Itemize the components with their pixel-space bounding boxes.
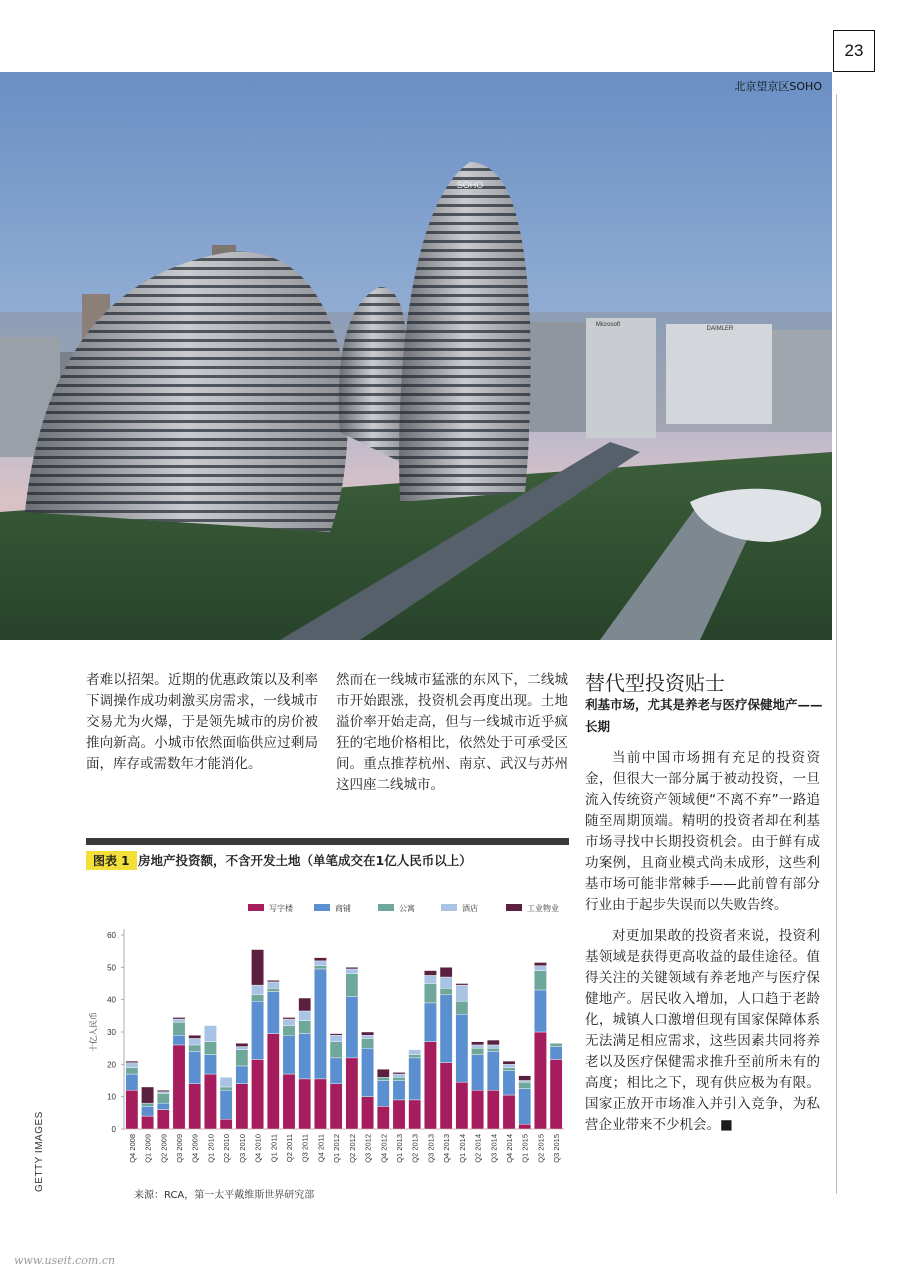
bar-segment: [283, 1035, 295, 1074]
x-tick-label: Q2 2013: [410, 1134, 420, 1163]
legend-label: 工业物业: [527, 904, 559, 913]
x-tick-label: Q2 2009: [159, 1134, 169, 1163]
bar-segment: [189, 1038, 201, 1044]
x-tick-label: Q1 2015: [520, 1134, 530, 1163]
bar-segment: [236, 1050, 248, 1066]
bar-segment: [393, 1077, 405, 1080]
bar-segment: [299, 1034, 311, 1079]
bar-segment: [126, 1090, 138, 1129]
bar-segment: [471, 1042, 483, 1045]
x-tick-label: Q1 2009: [143, 1134, 153, 1163]
page-number: 23: [833, 30, 875, 72]
sidebar-paragraph-2: 对更加果敢的投资者来说，投资利基领域是获得更高收益的最佳途径。值得关注的关键领域有养老地产与医疗保健地产。居民收入增加，人口趋于老龄化，城镇人口激增但现有国家保障体系无法满足相应需求，这些因素共同将养老以及医疗保健需求推升至前所未有的高度；相比之下，现有供应极为有限。国家正放开市场准入并引入竞争，为私营企业带来不少机会。■: [585, 928, 820, 1133]
x-tick-label: Q2 2011: [285, 1134, 294, 1163]
bar-segment: [330, 1042, 342, 1058]
bar-segment: [299, 1021, 311, 1034]
chart-heading: 房地产投资额，不含开发土地（单笔成交在1亿人民币以上）: [138, 853, 472, 868]
bar-segment: [126, 1074, 138, 1090]
chart-number-tag: 图表 1: [86, 851, 137, 870]
bar-segment: [220, 1119, 232, 1129]
bar-segment: [503, 1068, 515, 1071]
x-tick-label: Q2 2012: [347, 1134, 357, 1163]
soho-sign-text: SOHO: [456, 180, 484, 190]
bar-segment: [456, 1082, 468, 1129]
bar-segment: [189, 1051, 201, 1083]
bar-segment: [346, 974, 358, 997]
bar-segment: [126, 1063, 138, 1068]
bar-segment: [519, 1089, 531, 1125]
bar-segment: [346, 1058, 358, 1129]
bar-segment: [440, 1063, 452, 1129]
bar-segment: [456, 984, 468, 986]
bar-segment: [503, 1061, 515, 1064]
bar-segment: [330, 1058, 342, 1084]
y-tick-label: 10: [107, 1092, 116, 1102]
microsoft-sign-text: Microsoft: [595, 322, 621, 328]
bar-segment: [440, 967, 452, 977]
bar-segment: [267, 982, 279, 988]
bar-segment: [173, 1045, 185, 1129]
bar-segment: [236, 1084, 248, 1129]
bar-segment: [157, 1110, 169, 1129]
x-tick-label: Q2 2014: [473, 1134, 483, 1163]
x-tick-label: Q4 2009: [190, 1134, 200, 1163]
bar-segment: [314, 969, 326, 1079]
bar-segment: [377, 1081, 389, 1107]
bar-segment: [251, 1059, 263, 1129]
bar-segment: [393, 1074, 405, 1077]
bar-segment: [487, 1048, 499, 1051]
bar-segment: [471, 1090, 483, 1129]
body-column-1: 者难以招架。近期的优惠政策以及利率下调操作成功刺激买房需求，一线城市交易尤为火爆，于是领先城市的房价被推向新高。小城市依然面临供应过剩局面，库存或需数年才能消化。: [86, 672, 318, 772]
bar-segment: [314, 966, 326, 969]
y-tick-label: 40: [107, 995, 116, 1005]
bar-segment: [346, 996, 358, 1057]
bar-segment: [503, 1095, 515, 1129]
bar-segment: [424, 1042, 436, 1129]
photo-caption: 北京望京区SOHO: [734, 80, 822, 93]
bar-segment: [361, 1038, 373, 1048]
legend-swatch: [441, 904, 457, 911]
bar-segment: [251, 1001, 263, 1059]
x-tick-label: Q2 2010: [222, 1134, 232, 1163]
x-tick-label: Q4 2014: [505, 1134, 514, 1163]
y-tick-label: 30: [107, 1028, 116, 1037]
legend-label: 商铺: [335, 904, 351, 913]
bar-segment: [409, 1055, 421, 1058]
bar-segment: [361, 1048, 373, 1097]
bar-segment: [189, 1084, 201, 1129]
bar-segment: [487, 1045, 499, 1048]
x-tick-label: Q3 2011: [300, 1134, 310, 1163]
bar-segment: [204, 1074, 216, 1129]
bar-segment: [393, 1100, 405, 1129]
bar-segment: [157, 1103, 169, 1109]
bar-segment: [157, 1093, 169, 1103]
bar-segment: [314, 958, 326, 961]
bar-segment: [393, 1072, 405, 1074]
bar-segment: [550, 1059, 562, 1129]
site-watermark: www.useit.com.cn: [14, 1254, 116, 1267]
chart-top-rule: [86, 838, 569, 845]
legend-swatch: [506, 904, 522, 911]
x-tick-label: Q3 2012: [363, 1134, 373, 1163]
legend-swatch: [314, 904, 330, 911]
bar-segment: [141, 1087, 153, 1103]
x-tick-label: Q3 2013: [426, 1134, 436, 1163]
bar-segment: [283, 1074, 295, 1129]
bar-segment: [189, 1035, 201, 1038]
x-tick-label: Q1 2012: [332, 1134, 342, 1163]
bar-segment: [236, 1043, 248, 1046]
bar-segment: [424, 1003, 436, 1042]
bar-segment: [440, 977, 452, 988]
bar-segment: [157, 1090, 169, 1092]
bar-segment: [534, 966, 546, 971]
bar-segment: [299, 998, 311, 1011]
x-tick-label: Q4 2013: [442, 1134, 452, 1163]
bar-segment: [173, 1017, 185, 1019]
y-tick-label: 0: [111, 1125, 116, 1134]
bar-segment: [487, 1090, 499, 1129]
legend-label: 写字楼: [269, 904, 293, 913]
bar-segment: [299, 1079, 311, 1129]
x-tick-label: Q4 2010: [253, 1134, 263, 1163]
bar-segment: [173, 1022, 185, 1035]
x-tick-label: Q1 2010: [206, 1134, 216, 1163]
x-tick-label: Q2 2015: [536, 1134, 546, 1163]
bar-segment: [330, 1034, 342, 1036]
bar-segment: [377, 1077, 389, 1080]
x-tick-label: Q3 2010: [237, 1134, 247, 1163]
bar-segment: [220, 1077, 232, 1087]
legend-swatch: [248, 904, 264, 911]
bar-segment: [519, 1124, 531, 1129]
bar-segment: [283, 1019, 295, 1025]
bar-segment: [299, 1011, 311, 1021]
bar-segment: [236, 1066, 248, 1084]
bar-segment: [377, 1106, 389, 1129]
bar-segment: [220, 1090, 232, 1119]
bar-segment: [487, 1051, 499, 1090]
bar-segment: [141, 1103, 153, 1106]
legend-swatch: [378, 904, 394, 911]
bar-segment: [487, 1040, 499, 1045]
sidebar-body: [585, 748, 820, 1146]
x-tick-label: Q1 2013: [395, 1134, 404, 1163]
bar-segment: [189, 1045, 201, 1051]
margin-rule: [836, 94, 837, 1194]
bar-segment: [267, 980, 279, 982]
bar-segment: [204, 1026, 216, 1042]
bar-segment: [267, 1034, 279, 1129]
bar-segment: [471, 1045, 483, 1048]
y-axis-title: 十亿人民币: [89, 1012, 98, 1052]
sidebar-title: 替代型投资贴士: [585, 671, 725, 695]
city-skyline-image: [0, 72, 832, 640]
bar-segment: [534, 1032, 546, 1129]
bar-segment: [440, 988, 452, 994]
bar-segment: [236, 1047, 248, 1050]
bar-segment: [141, 1106, 153, 1116]
bar-segment: [424, 975, 436, 983]
bar-segment: [267, 988, 279, 991]
sidebar-subtitle: 利基市场，尤其是养老与医疗保健地产——长期: [585, 697, 823, 734]
sidebar-paragraph-1: 当前中国市场拥有充足的投资资金，但很大一部分属于被动投资，一旦流入传统资产领域便“不离不弃”一路追随至周期顶端。精明的投资者却在利基市场寻找中长期投资机会。由于鲜有成功案例，且商业模式尚未成形，这些利基市场可能非常棘手——此前曾有部分行业由于起步失误而以失败告终。: [585, 750, 820, 913]
wangjing-soho-photo: [0, 72, 832, 640]
bar-segment: [251, 950, 263, 986]
bar-segment: [126, 1068, 138, 1074]
bar-segment: [361, 1097, 373, 1129]
bar-segment: [424, 971, 436, 976]
bar-segment: [519, 1076, 531, 1081]
bar-segment: [346, 967, 358, 969]
legend-label: 酒店: [462, 904, 478, 913]
bar-segment: [534, 990, 546, 1032]
bar-segment: [173, 1035, 185, 1045]
bar-segment: [456, 985, 468, 1001]
bar-segment: [440, 995, 452, 1063]
y-tick-label: 60: [107, 931, 116, 940]
bar-segment: [393, 1081, 405, 1100]
bar-segment: [361, 1032, 373, 1035]
bar-segment: [283, 1017, 295, 1019]
bar-segment: [204, 1042, 216, 1055]
chart-source: 来源：RCA，第一太平戴维斯世界研究部: [134, 1190, 315, 1201]
x-tick-label: Q3 2015: [552, 1134, 562, 1163]
bar-segment: [314, 1079, 326, 1129]
bar-segment: [126, 1061, 138, 1063]
bar-segment: [157, 1092, 169, 1094]
bar-segment: [471, 1055, 483, 1091]
x-tick-label: Q4 2011: [316, 1134, 326, 1163]
bar-segment: [471, 1048, 483, 1054]
y-tick-label: 50: [107, 963, 116, 973]
bar-segment: [456, 1001, 468, 1014]
bar-segment: [424, 984, 436, 1003]
bar-segment: [330, 1035, 342, 1041]
bar-segment: [519, 1081, 531, 1083]
bar-segment: [503, 1064, 515, 1067]
y-tick-label: 20: [107, 1060, 116, 1070]
bar-segment: [550, 1043, 562, 1046]
x-tick-label: Q4 2008: [127, 1134, 137, 1163]
x-tick-label: Q3 2009: [175, 1134, 184, 1163]
bar-segment: [283, 1026, 295, 1036]
bar-segment: [377, 1069, 389, 1077]
bar-segment: [204, 1055, 216, 1074]
bar-segment: [409, 1050, 421, 1055]
bar-segment: [550, 1047, 562, 1060]
legend-label: 公寓: [399, 904, 415, 913]
bar-segment: [346, 969, 358, 974]
bar-segment: [534, 962, 546, 965]
bar-segment: [409, 1058, 421, 1100]
bar-segment: [314, 961, 326, 966]
bar-segment: [361, 1035, 373, 1038]
investment-stacked-bar-chart: [86, 895, 570, 1183]
bar-segment: [503, 1071, 515, 1095]
bar-segment: [456, 1014, 468, 1082]
body-column-2: 然而在一线城市猛涨的东风下，二线城市开始跟涨，投资机会再度出现。土地溢价率开始走高，但与一线城市近乎疯狂的宅地价格相比，依然处于可承受区间。重点推荐杭州、南京、武汉与苏州这四座二线城市。: [336, 672, 568, 793]
bar-segment: [534, 971, 546, 990]
bar-segment: [173, 1019, 185, 1022]
daimler-sign-text: DAIMLER: [706, 326, 734, 332]
bar-segment: [519, 1082, 531, 1088]
bar-segment: [220, 1087, 232, 1090]
bar-segment: [330, 1084, 342, 1129]
x-tick-label: Q1 2014: [457, 1134, 467, 1163]
bar-segment: [141, 1116, 153, 1129]
bar-segment: [251, 995, 263, 1001]
x-tick-label: Q4 2012: [379, 1134, 389, 1163]
x-tick-label: Q3 2014: [489, 1134, 499, 1163]
bar-segment: [409, 1100, 421, 1129]
x-tick-label: Q1 2011: [269, 1134, 279, 1163]
bar-segment: [251, 985, 263, 995]
photo-credit: GETTY IMAGES: [34, 1111, 45, 1192]
bar-segment: [267, 992, 279, 1034]
